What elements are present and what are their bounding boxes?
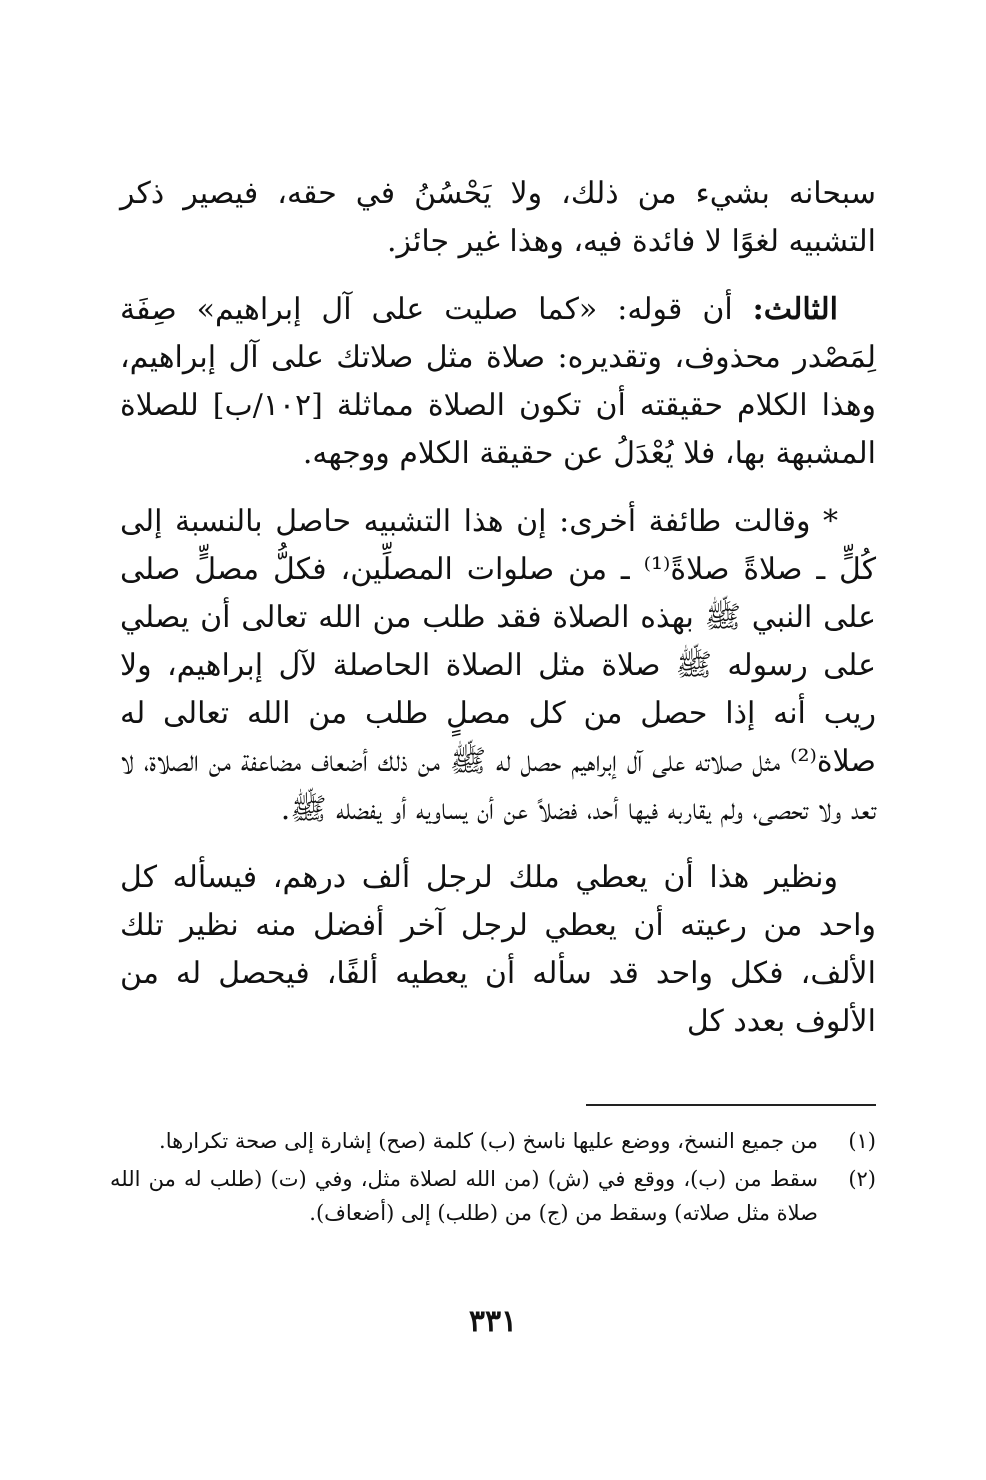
paragraph-1: سبحانه بشيء من ذلك، ولا يَحْسُنُ في حقه، فيصير ذكر التشبيه لغوًا لا فائدة فيه، وهذا غير جائز. bbox=[120, 176, 876, 259]
paragraph-3: * وقالت طائفة أخرى: إن هذا التشبيه حاصل بالنسبة إلى كُلٍّ ـ صلاةً صلاةً⁽¹⁾ ـ من صلوات المصلِّين، فكلُّ مصلٍّ صلى على النبي ﷺ بهذه الصلاة فقد طلب من الله تعالى أن يصلي على رسوله ﷺ صلاة مثل الصلاة الحاصلة لآل إبراهيم، ولا ريب أنه إذا حصل من كل مصلٍ طلب من الله تعالى له صلاة⁽²⁾ مثل صلاته على آل إبراهيم حصل له ﷺ من ذلك أضعاف مضاعفة من الصلاة، لا تعد ولا تحصى، ولم يقاربه فيها أحد، فضلاً عن أن يساويه أو يفضله ﷺ. bbox=[120, 504, 876, 827]
footnote-2 bbox=[110, 1162, 876, 1230]
footnote-1-text: من جميع النسخ، ووضع عليها ناسخ (ب) كلمة (صح) إشارة إلى صحة تكرارها. bbox=[159, 1129, 818, 1153]
footnotes bbox=[110, 1124, 876, 1230]
footnote-separator bbox=[586, 1104, 876, 1106]
footnote-2-number: (٢) bbox=[848, 1167, 876, 1191]
page-number: ٣٣١ bbox=[468, 1304, 518, 1339]
footnote-1-number: (١) bbox=[848, 1129, 876, 1153]
paragraph-2-text: أن قوله: «كما صليت على آل إبراهيم» صِفَة لِمَصْدر محذوف، وتقديره: صلاة مثل صلاتك على آل إبراهيم، وهذا الكلام حقيقته أن تكون الصلاة مماثلة [١٠٢/ب] للصلاة المشبهة بها، فلا يُعْدَلُ عن حقيقة الكلام ووجهه. bbox=[120, 292, 877, 471]
main-text bbox=[120, 170, 876, 1046]
paragraph-2 bbox=[120, 286, 876, 478]
paragraph-2-label: الثالث: bbox=[752, 292, 838, 327]
paragraph-4: ونظير هذا أن يعطي ملك لرجل ألف درهم، فيسأله كل واحد من رعيته أن يعطي لرجل آخر أفضل منه نظير تلك الألف، فكل واحد قد سأله أن يعطيه ألفًا، فيحصل له من الألوف بعدد كل bbox=[120, 860, 876, 1039]
footnote-1 bbox=[110, 1124, 876, 1158]
footnote-2-text: سقط من (ب)، ووقع في (ش) (من الله لصلاة مثل، وفي (ت) (طلب له من الله صلاة مثل صلاته) وسقط من (ج) من (طلب) إلى (أضعاف). bbox=[110, 1167, 818, 1225]
